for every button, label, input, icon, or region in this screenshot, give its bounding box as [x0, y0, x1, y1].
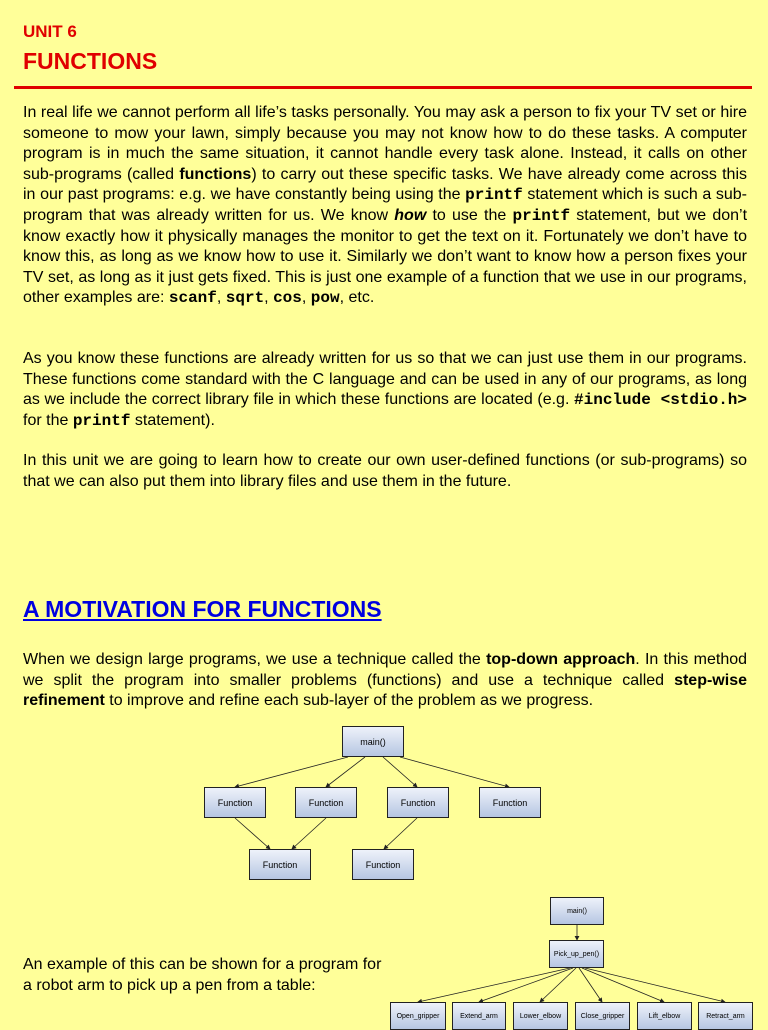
page-title: FUNCTIONS: [23, 48, 158, 74]
section-heading: A MOTIVATION FOR FUNCTIONS: [23, 596, 382, 622]
diagram-function-node: Function: [249, 849, 311, 880]
intro-paragraph-3: In this unit we are going to learn how to create our own user-defined functions (or sub-programs) so that we can also put them into library files and use them in the future.: [23, 452, 747, 490]
diagram-function-node: Function: [352, 849, 414, 880]
robot-leaf-node: Extend_arm: [452, 1002, 506, 1030]
diagram-function-node: Function: [295, 787, 357, 818]
unit-label: UNIT 6: [23, 22, 77, 41]
robot-main-node: main(): [550, 897, 604, 925]
robot-leaf-node: Open_gripper: [390, 1002, 446, 1030]
robot-leaf-node: Retract_arm: [698, 1002, 753, 1030]
diagram-main-node: main(): [342, 726, 404, 757]
diagram-function-node: Function: [204, 787, 266, 818]
motivation-paragraph: When we design large programs, we use a technique called the top-down approach. In this method we split the program into smaller problems (functions) and use a technique called step-wise refinement to improve and refine each sub-layer of the problem as we progress.: [23, 651, 748, 710]
robot-leaf-node: Lift_elbow: [637, 1002, 692, 1030]
intro-paragraph-2: As you know these functions are already written for us so that we can just use them in our programs. These functions come standard with the C language and can be used in any of our programs, as long as we include the correct library file in which these functions are located (e.g. #include <stdio.h> for the printf statement).: [23, 350, 748, 430]
robot-pickup-node: Pick_up_pen(): [549, 940, 604, 968]
diagram-function-node: Function: [479, 787, 541, 818]
robot-example-paragraph: An example of this can be shown for a program for a robot arm to pick up a pen from a table:: [23, 956, 382, 994]
diagram-function-node: Function: [387, 787, 449, 818]
robot-leaf-node: Lower_elbow: [513, 1002, 568, 1030]
robot-leaf-node: Close_gripper: [575, 1002, 630, 1030]
intro-paragraph-1: In real life we cannot perform all life’s tasks personally. You may ask a person to fix your TV set or hire someone to mow your lawn, simply because you may not know how to do these tasks. A computer program is in much the same situation, it cannot handle every task alone. Instead, it calls on other sub-programs (called functions) to carry out these specific tasks. We have already come across this in our past programs: e.g. we have constantly being using the printf statement which is such a sub-program that was already written for us. We know how to use the printf statement, but we don’t know exactly how it physically manages the monitor to get the text on it. Fortunately we don’t have to know this, as long as we know how to use it. Similarly we don’t want to know how a person fixes your TV set, as long as it just gets fixed. This is just one example of a function that we use in our programs, other examples are: scanf, sqrt, cos, pow, etc.: [23, 104, 748, 308]
